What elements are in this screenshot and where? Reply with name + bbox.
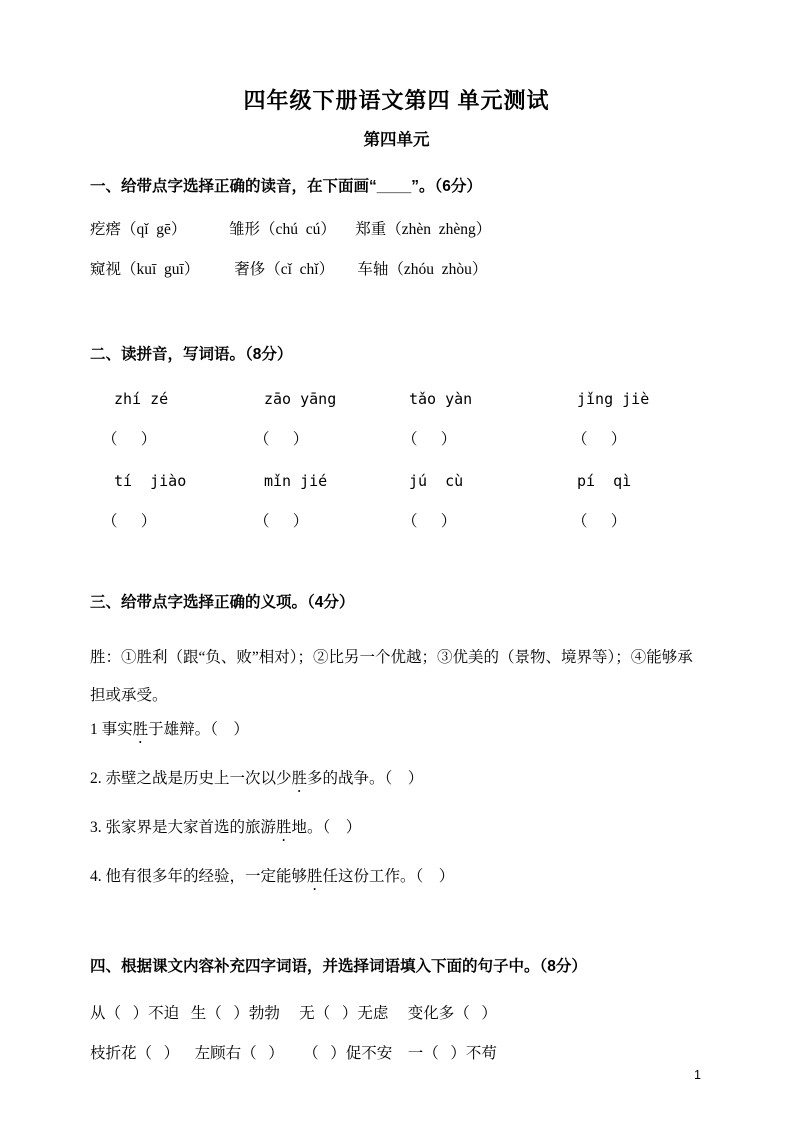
pinyin-cell: tǎo yàn: [409, 390, 473, 408]
item-text: 1 事实: [90, 721, 133, 738]
doc-title: 四年级下册语文第四 单元测试: [243, 88, 550, 113]
pinyin-cell: pí qì: [577, 472, 632, 490]
answer-blank: （ ）: [572, 431, 627, 448]
pinyin-cell: zāo yāng: [264, 390, 337, 408]
emphasized-char: 胜: [132, 721, 149, 738]
section-3-item-2: [90, 768, 703, 796]
answer-blank-row-2: [90, 511, 703, 532]
pinyin-cell: jǐng jiè: [577, 390, 650, 408]
section-2-heading: 二、读拼音，写词语。（8分）: [90, 346, 293, 363]
section-1: [90, 176, 703, 280]
section-3-item-1: [90, 719, 703, 747]
page-number: 1: [694, 1068, 701, 1082]
section-4-line-2: 枝折花（ ） 左顾右（ ） （ ）促不安 一（ ）不苟: [90, 1045, 497, 1062]
item-text: 多的战争。（ ）: [307, 770, 424, 787]
answer-blank: （ ）: [102, 513, 157, 530]
item-text: 2. 赤壁之战是历史上一次以少: [90, 770, 292, 787]
answer-blank: （ ）: [572, 513, 627, 530]
pinyin-cell: tí jiào: [114, 472, 187, 490]
item-text: 4. 他有很多年的经验，一定能够: [90, 868, 308, 885]
answer-blank: （ ）: [402, 513, 457, 530]
section-3-item-3: [90, 817, 703, 845]
emphasized-char: 胜: [307, 868, 323, 885]
pinyin-row-1: [90, 389, 703, 410]
doc-subtitle: 第四单元: [363, 131, 430, 149]
pinyin-row-2: [90, 471, 703, 492]
section-3-item-4: [90, 866, 703, 894]
item-text: 3. 张家界是大家首选的旅游: [90, 819, 277, 836]
item-text: 任这份工作。（ ）: [322, 868, 455, 885]
answer-blank: （ ）: [102, 431, 157, 448]
section-4-line-1: 从（ ）不迫 生（ ）勃勃 无（ ）无虑 变化多（ ）: [90, 1005, 497, 1022]
section-3: [90, 592, 703, 894]
answer-blank: （ ）: [254, 513, 309, 530]
answer-blank: （ ）: [254, 431, 309, 448]
answer-blank-row-1: [90, 429, 703, 450]
section-4-heading: 四、根据课文内容补充四字词语，并选择词语填入下面的句子中。（8分）: [90, 958, 587, 975]
emphasized-char: 胜: [276, 819, 292, 836]
definition-paragraph: 胜：①胜利（跟“负、败”相对）；②比另一个优越；③优美的（景物、境界等）；④能够承担或承受。: [90, 649, 693, 704]
section-1-line-1: 疙瘩（qǐ gē） 雏形（chú cú） 郑重（zhèn zhèng）: [90, 221, 492, 238]
section-1-heading: 一、给带点字选择正确的读音，在下面画“____”。（6分）: [90, 178, 482, 195]
pinyin-cell: jú cù: [409, 472, 464, 490]
section-3-heading: 三、给带点字选择正确的义项。（4分）: [90, 594, 355, 611]
item-text: 地。（ ）: [291, 819, 362, 836]
answer-blank: （ ）: [402, 431, 457, 448]
pinyin-cell: mǐn jié: [264, 472, 328, 490]
section-2: [90, 344, 703, 532]
pinyin-cell: zhí zé: [114, 390, 169, 408]
section-4: [90, 956, 703, 1064]
emphasized-char: 胜: [291, 770, 308, 787]
item-text: 于雄辩。（ ）: [148, 721, 249, 738]
section-1-line-2: 窥视（kuī guī） 奢侈（cǐ chǐ） 车轴（zhóu zhòu）: [90, 261, 488, 278]
